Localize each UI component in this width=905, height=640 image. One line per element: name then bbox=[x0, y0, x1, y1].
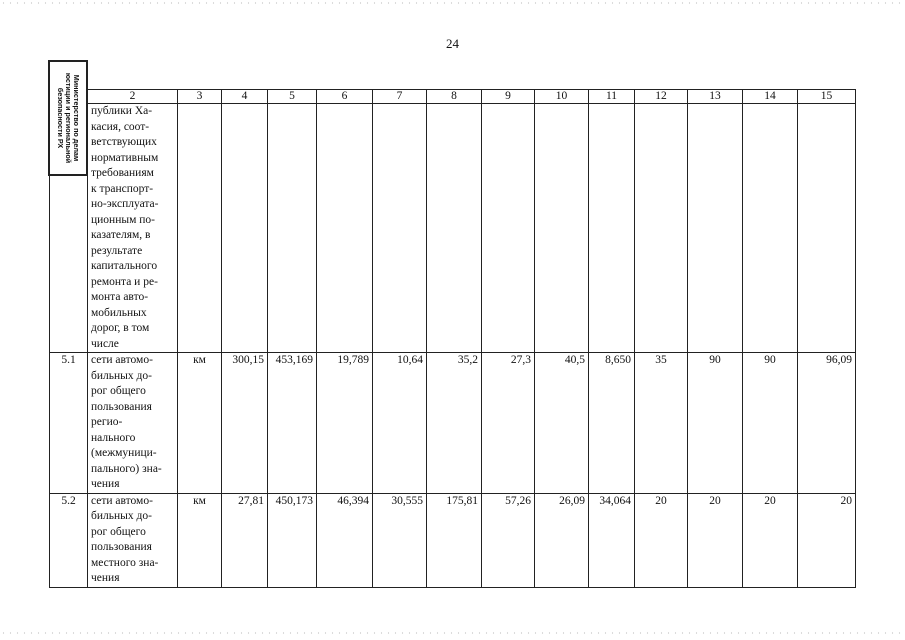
column-header: 4 bbox=[222, 90, 268, 104]
page-number: 24 bbox=[446, 36, 459, 51]
table-row bbox=[50, 493, 856, 587]
column-header: 10 bbox=[535, 90, 589, 104]
table-cell: 10,64 bbox=[373, 353, 427, 494]
table-cell: 57,26 bbox=[482, 493, 535, 587]
table-row bbox=[50, 104, 856, 353]
table-cell: 175,81 bbox=[427, 493, 482, 587]
column-header: 5 bbox=[268, 90, 317, 104]
table-cell bbox=[688, 104, 743, 353]
column-header: 14 bbox=[743, 90, 798, 104]
table-cell: 26,09 bbox=[535, 493, 589, 587]
column-header: 7 bbox=[373, 90, 427, 104]
table-cell: 8,650 bbox=[589, 353, 635, 494]
column-header: 9 bbox=[482, 90, 535, 104]
column-header: 11 bbox=[589, 90, 635, 104]
scan-noise-top bbox=[0, 2, 905, 4]
table-cell: 96,09 bbox=[798, 353, 856, 494]
table-cell: 450,173 bbox=[268, 493, 317, 587]
table-cell bbox=[373, 104, 427, 353]
column-header: 8 bbox=[427, 90, 482, 104]
row-unit bbox=[178, 104, 222, 353]
table-cell: 90 bbox=[688, 353, 743, 494]
table-cell: 30,555 bbox=[373, 493, 427, 587]
stamp-line: безопасности РХ bbox=[56, 87, 65, 149]
registration-stamp bbox=[48, 60, 88, 176]
table-cell bbox=[635, 104, 688, 353]
table-header-row bbox=[50, 90, 856, 104]
row-name: сети автомо- бильных до- рог общего пользования местного зна- чения bbox=[88, 493, 178, 587]
table-cell bbox=[589, 104, 635, 353]
table-cell: 453,169 bbox=[268, 353, 317, 494]
column-header: 6 bbox=[317, 90, 373, 104]
row-name: сети автомо- бильных до- рог общего пользования регио- нального (межмуници- пального) зна- чения bbox=[88, 353, 178, 494]
column-header: 3 bbox=[178, 90, 222, 104]
table-cell bbox=[798, 104, 856, 353]
column-header: 13 bbox=[688, 90, 743, 104]
column-header: 2 bbox=[88, 90, 178, 104]
table-cell bbox=[743, 104, 798, 353]
table-cell: 20 bbox=[798, 493, 856, 587]
indicators-table bbox=[49, 89, 856, 588]
table-cell bbox=[268, 104, 317, 353]
table-cell: 46,394 bbox=[317, 493, 373, 587]
stamp-text bbox=[56, 65, 80, 171]
scan-noise-bottom bbox=[0, 632, 905, 634]
column-header: 15 bbox=[798, 90, 856, 104]
table-cell: 27,3 bbox=[482, 353, 535, 494]
table-cell: 20 bbox=[688, 493, 743, 587]
table-cell bbox=[535, 104, 589, 353]
row-unit: км bbox=[178, 353, 222, 494]
table-cell bbox=[317, 104, 373, 353]
table-cell bbox=[222, 104, 268, 353]
row-name: публики Ха- касия, соот- ветствующих нормативным требованиям к транспорт- но-эксплуата- ционным по- казателям, в результате капитального ремонта и ре- монта авто- мобильных дорог, в том числе bbox=[88, 104, 178, 353]
stamp-line: Министерство по делам bbox=[72, 74, 81, 162]
table-cell: 300,15 bbox=[222, 353, 268, 494]
table-cell: 27,81 bbox=[222, 493, 268, 587]
stamp-line: юстиции и региональной bbox=[64, 72, 73, 164]
row-number: 5.2 bbox=[50, 493, 88, 587]
table-cell: 35 bbox=[635, 353, 688, 494]
row-unit: км bbox=[178, 493, 222, 587]
table-row bbox=[50, 353, 856, 494]
table-cell bbox=[427, 104, 482, 353]
table-cell: 90 bbox=[743, 353, 798, 494]
row-number: 5.1 bbox=[50, 353, 88, 494]
table-cell: 20 bbox=[635, 493, 688, 587]
column-header: 12 bbox=[635, 90, 688, 104]
table-cell: 19,789 bbox=[317, 353, 373, 494]
table-cell: 20 bbox=[743, 493, 798, 587]
table-cell: 35,2 bbox=[427, 353, 482, 494]
table-cell: 40,5 bbox=[535, 353, 589, 494]
table-cell: 34,064 bbox=[589, 493, 635, 587]
table-cell bbox=[482, 104, 535, 353]
